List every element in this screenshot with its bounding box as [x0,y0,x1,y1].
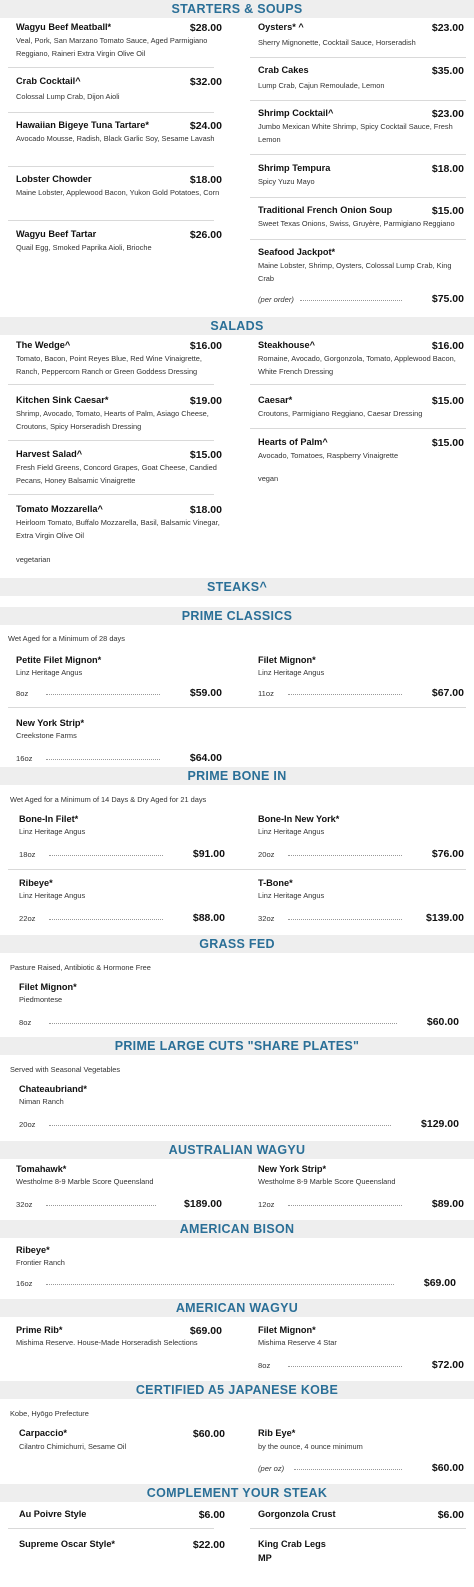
size-label: 12oz [258,1200,275,1209]
item-price: $35.00 [431,65,464,77]
item-price: $16.00 [189,340,222,352]
divider [250,197,466,198]
item-price: $6.00 [437,1509,464,1521]
item-name: Lobster Chowder [16,174,92,184]
item-name: Ribeye* [19,878,53,888]
size-price: $64.00 [189,752,222,764]
size-label: 18oz [19,850,36,859]
item-description: Westholme 8-9 Marble Score Queensland [258,1177,396,1186]
item-price: $22.00 [192,1539,225,1551]
size-price: $76.00 [431,848,464,860]
item-name: Bone-In New York* [258,814,340,824]
leader-dots [288,850,402,856]
item-description: Mishima Reserve 4 Star [258,1338,337,1347]
section-header-prime-large-cuts: PRIME LARGE CUTS "SHARE PLATES" [0,1037,474,1055]
size-label: 16oz [16,1279,33,1288]
item-description: Quail Egg, Smoked Paprika Aioli, Brioche [16,243,152,252]
size-price: $91.00 [192,848,225,860]
item-description: Colossal Lump Crab, Dijon Aioli [16,92,120,101]
size-label: 8oz [16,689,29,698]
item-price: $19.00 [189,395,222,407]
item-name: Seafood Jackpot* [258,247,336,257]
item-description: Niman Ranch [19,1097,64,1106]
item-description: Maine Lobster, Shrimp, Oysters, Colossal Lump Crab, King Crab [258,261,452,283]
size-label: (per order) [258,295,294,304]
section-header-american-wagyu: AMERICAN WAGYU [0,1299,474,1317]
item-price: $6.00 [198,1509,225,1521]
section-note: Pasture Raised, Antibiotic & Hormone Free [10,963,151,972]
item-price: $32.00 [189,76,222,88]
size-label: 20oz [19,1120,36,1129]
item-description: Sherry Mignonette, Cocktail Sauce, Horseradish [258,38,416,47]
item-name: The Wedge^ [16,340,71,350]
item-name: Wagyu Beef Tartar [16,229,97,239]
section-header-complement: COMPLEMENT YOUR STEAK [0,1484,474,1502]
item-description: Avocado Mousse, Radish, Black Garlic Soy, Sesame Lavash [16,134,215,143]
section-header-salads: SALADS [0,317,474,335]
item-description: Linz Heritage Angus [258,668,325,677]
divider [250,384,466,385]
item-description: Cilantro Chimichurri, Sesame Oil [19,1442,127,1451]
size-price: $69.00 [423,1277,456,1289]
size-label: 20oz [258,850,275,859]
item-name: Wagyu Beef Meatball* [16,22,112,32]
item-description: Romaine, Avocado, Gorgonzola, Tomato, Applewood Bacon, White French Dressing [258,354,456,376]
size-price: $189.00 [184,1198,222,1210]
section-header-prime-bone-in: PRIME BONE IN [0,767,474,785]
section-note: Wet Aged for a Minimum of 28 days [8,634,125,643]
size-label: 32oz [258,914,275,923]
leader-dots [294,1464,402,1470]
item-description: Sweet Texas Onions, Swiss, Gruyère, Parmigiano Reggiano [258,219,455,228]
item-name: New York Strip* [258,1164,327,1174]
leader-dots [49,914,163,920]
dietary-note: vegetarian [16,555,51,564]
item-name: Hearts of Palm^ [258,437,328,447]
item-description: Shrimp, Avocado, Tomato, Hearts of Palm, Asiago Cheese, Croutons, Spicy Horseradish Dressing [16,409,209,431]
item-name: King Crab Legs [258,1539,326,1549]
divider [8,166,214,167]
item-price: $23.00 [431,108,464,120]
item-name: Harvest Salad^ [16,449,83,459]
item-description: Linz Heritage Angus [258,827,325,836]
divider [250,1528,466,1529]
item-description: Fresh Field Greens, Concord Grapes, Goat Cheese, Candied Pecans, Honey Balsamic Vinaigrette [16,463,217,485]
item-description: Croutons, Parmigiano Reggiano, Caesar Dressing [258,409,423,418]
leader-dots [288,689,402,695]
item-name: Shrimp Tempura [258,163,331,173]
divider [8,494,214,495]
item-price: $18.00 [431,163,464,175]
item-name: New York Strip* [16,718,85,728]
leader-dots [46,1200,156,1206]
item-name: Chateaubriand* [19,1084,87,1094]
leader-dots [46,754,160,760]
size-price: $129.00 [421,1118,459,1130]
item-name: Kitchen Sink Caesar* [16,395,109,405]
item-name: Prime Rib* [16,1325,63,1335]
size-price: $75.00 [431,293,464,305]
size-price: $72.00 [431,1359,464,1371]
section-header-prime-classics: PRIME CLASSICS [0,607,474,625]
size-label: 16oz [16,754,33,763]
item-price: $24.00 [189,120,222,132]
leader-dots [46,689,160,695]
section-header-starters: STARTERS & SOUPS [0,0,474,18]
item-description: Avocado, Tomatoes, Raspberry Vinaigrette [258,451,399,460]
item-name: Tomahawk* [16,1164,67,1174]
divider [8,440,214,441]
item-name: Traditional French Onion Soup [258,205,393,215]
item-name: T-Bone* [258,878,293,888]
item-price: $15.00 [189,449,222,461]
leader-dots [288,914,402,920]
item-description: by the ounce, 4 ounce minimum [258,1442,363,1451]
section-note: Wet Aged for a Minimum of 14 Days & Dry Aged for 21 days [10,795,207,804]
size-label: 8oz [258,1361,271,1370]
item-description: Linz Heritage Angus [19,827,86,836]
divider [8,112,214,113]
section-note: Served with Seasonal Vegetables [10,1065,121,1074]
item-price: $23.00 [431,22,464,34]
item-name: Petite Filet Mignon* [16,655,102,665]
item-price: $15.00 [431,205,464,217]
divider [250,57,466,58]
item-name: Hawaiian Bigeye Tuna Tartare* [16,120,149,130]
divider [250,100,466,101]
item-name: Rib Eye* [258,1428,296,1438]
item-name: Ribeye* [16,1245,50,1255]
item-description: Linz Heritage Angus [258,891,325,900]
size-price: $67.00 [431,687,464,699]
divider [8,220,214,221]
item-name: Steakhouse^ [258,340,315,350]
section-header-steaks: STEAKS^ [0,578,474,596]
item-description: Frontier Ranch [16,1258,65,1267]
leader-dots [288,1200,402,1206]
item-price: $28.00 [189,22,222,34]
item-price: $15.00 [431,437,464,449]
item-name: Filet Mignon* [258,1325,316,1335]
section-header-american-bison: AMERICAN BISON [0,1220,474,1238]
section-header-grass-fed: GRASS FED [0,935,474,953]
size-label: 22oz [19,914,36,923]
item-description: Creekstone Farms [16,731,77,740]
item-description: Veal, Pork, San Marzano Tomato Sauce, Aged Parmigiano Reggiano, Raineri Extra Virgin Olive Oil [16,36,208,58]
item-description: Linz Heritage Angus [19,891,86,900]
item-price: $69.00 [189,1325,222,1337]
leader-dots [300,295,402,301]
item-price: MP [258,1553,272,1563]
item-description: Tomato, Bacon, Point Reyes Blue, Red Wine Vinaigrette, Ranch, Peppercorn Ranch or Green Goddess Dressing [16,354,202,376]
item-name: Supreme Oscar Style* [19,1539,116,1549]
item-name: Shrimp Cocktail^ [258,108,334,118]
item-description: Mishima Reserve. House-Made Horseradish Selections [16,1338,198,1347]
item-description: Westholme 8-9 Marble Score Queensland [16,1177,154,1186]
item-name: Crab Cocktail^ [16,76,81,86]
size-price: $59.00 [189,687,222,699]
item-description: Spicy Yuzu Mayo [258,177,315,186]
item-price: $18.00 [189,174,222,186]
item-name: Bone-In Filet* [19,814,79,824]
leader-dots [49,1018,397,1024]
item-price: $60.00 [192,1428,225,1440]
size-price: $89.00 [431,1198,464,1210]
item-price: $15.00 [431,395,464,407]
size-label: 32oz [16,1200,33,1209]
size-label: (per oz) [258,1464,285,1473]
size-label: 11oz [258,689,274,698]
item-name: Crab Cakes [258,65,309,75]
item-price: $16.00 [431,340,464,352]
leader-dots [288,1361,402,1367]
dietary-note: vegan [258,474,279,483]
divider [8,384,214,385]
divider [8,707,466,708]
item-price: $18.00 [189,504,222,516]
size-price: $88.00 [192,912,225,924]
item-name: Filet Mignon* [258,655,316,665]
divider [250,239,466,240]
item-price: $26.00 [189,229,222,241]
item-description: Heirloom Tomato, Buffalo Mozzarella, Basil, Balsamic Vinegar, Extra Virgin Olive Oil [16,518,220,540]
item-name: Au Poivre Style [19,1509,87,1519]
size-price: $60.00 [431,1462,464,1474]
divider [250,154,466,155]
item-description: Lump Crab, Cajun Remoulade, Lemon [258,81,385,90]
item-description: Piedmontese [19,995,63,1004]
item-name: Carpaccio* [19,1428,68,1438]
divider [8,869,466,870]
section-note: Kobe, Hyōgo Prefecture [10,1409,89,1418]
item-description: Linz Heritage Angus [16,668,83,677]
divider [8,1528,214,1529]
item-name: Caesar* [258,395,293,405]
item-name: Tomato Mozzarella^ [16,504,103,514]
section-header-kobe: CERTIFIED A5 JAPANESE KOBE [0,1381,474,1399]
leader-dots [46,1279,394,1285]
item-description: Jumbo Mexican White Shrimp, Spicy Cocktail Sauce, Fresh Lemon [258,122,453,144]
item-description: Maine Lobster, Applewood Bacon, Yukon Gold Potatoes, Corn [16,188,220,197]
divider [250,428,466,429]
leader-dots [49,850,163,856]
item-name: Gorgonzola Crust [258,1509,336,1519]
size-price: $60.00 [426,1016,459,1028]
size-label: 8oz [19,1018,32,1027]
item-name: Oysters* ^ [258,22,304,32]
item-name: Filet Mignon* [19,982,77,992]
section-header-australian-wagyu: AUSTRALIAN WAGYU [0,1141,474,1159]
size-price: $139.00 [426,912,464,924]
leader-dots [49,1120,391,1126]
divider [8,67,214,68]
